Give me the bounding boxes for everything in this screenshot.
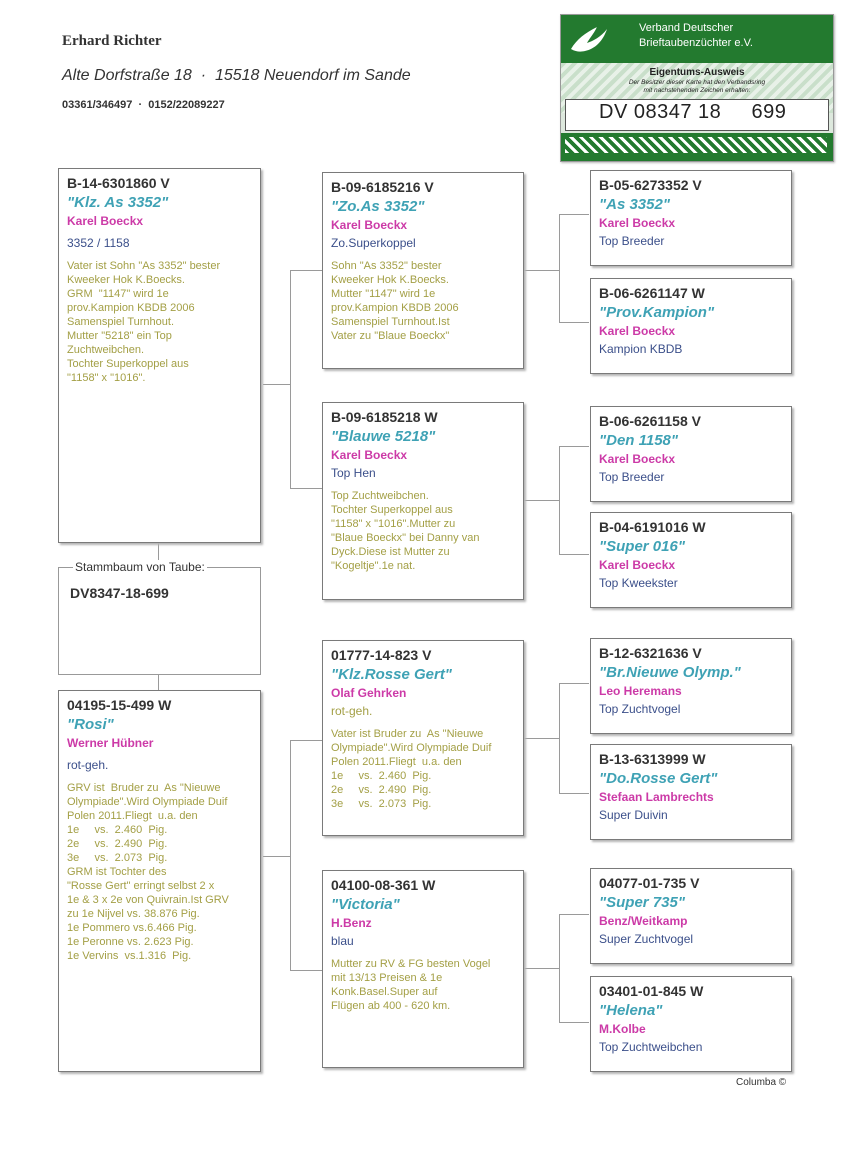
connector-line: [290, 270, 322, 271]
breeder-name: Stefaan Lambrechts: [599, 790, 714, 804]
breeder-name: Karel Boeckx: [599, 324, 676, 338]
card-subtitle-line-1: Der Besitzer dieser Karte hat den Verbandsring: [628, 79, 766, 86]
pigeon-title: rot-geh.: [67, 758, 109, 772]
ring-number: 04077-01-735 V: [599, 875, 700, 891]
card-ring-number: DV 08347 18 699: [599, 101, 787, 123]
pigeon-card-ggp-4: [590, 512, 792, 608]
connector-line: [290, 270, 291, 488]
breeder-name: Karel Boeckx: [599, 558, 676, 572]
pigeon-name: "Prov.Kampion": [599, 304, 715, 321]
pigeon-title: Kampion KBDB: [599, 342, 683, 356]
pigeon-name: "Den 1158": [599, 432, 678, 449]
breeder-name: Olaf Gehrken: [331, 686, 407, 700]
connector-line: [559, 683, 589, 684]
connector-line: [559, 793, 589, 794]
pigeon-description: Vater ist Bruder zu As "Nieuwe Olympiade".Wird Olympiade Duif Polen 2011.Fliegt u.a. den 1e vs. 2.460 Pig. 2e vs. 2.490 Pig. 3e vs. 2.073 Pig.: [331, 728, 492, 810]
footer-credit: Columba ©: [736, 1077, 787, 1088]
pigeon-title: 3352 / 1158: [67, 236, 130, 250]
pigeon-description: Top Zuchtweibchen. Tochter Superkoppel aus "1158" x "1016".Mutter zu "Blaue Boeckx" bei Danny van Dyck.Diese ist Mutter zu "Kogeltje".1e nat.: [331, 490, 480, 572]
connector-line: [263, 856, 290, 857]
breeder-name: M.Kolbe: [599, 1022, 646, 1036]
pigeon-name: "Klz.Rosse Gert": [331, 666, 452, 683]
ring-number: 04100-08-361 W: [331, 877, 436, 893]
pigeon-title: rot-geh.: [331, 704, 373, 718]
pigeon-card-ggp-7: [590, 868, 792, 964]
pigeon-title: Super Zuchtvogel: [599, 932, 694, 946]
pigeon-card-ggp-8: [590, 976, 792, 1072]
ring-number: B-09-6185218 W: [331, 409, 438, 425]
card-subtitle-line-2: mit nachstehenden Zeichen erhalten:: [643, 87, 751, 94]
breeder-name: Werner Hübner: [67, 736, 154, 750]
pigeon-name: "Super 735": [599, 894, 685, 911]
pigeon-name: "Br.Nieuwe Olymp.": [599, 664, 741, 681]
breeder-name: Karel Boeckx: [331, 448, 408, 462]
pigeon-name: "Klz. As 3352": [67, 194, 169, 211]
ring-number: 04195-15-499 W: [67, 697, 172, 713]
pigeon-description: Sohn "As 3352" bester Kweeker Hok K.Boecks. Mutter "1147" wird 1e prov.Kampion KBDB 2006 Samenspiel Turnhout.Ist Vater zu "Blaue Boeckx": [331, 260, 459, 342]
pigeon-card-ggp-3: [590, 406, 792, 502]
pigeon-card-ggp-1: [590, 170, 792, 266]
card-subtitle: [561, 79, 833, 95]
owner-address: Alte Dorfstraße 18 · 15518 Neuendorf im Sande: [62, 67, 411, 84]
stammbaum-ring-number: DV8347-18-699: [70, 585, 169, 601]
pigeon-name: "Zo.As 3352": [331, 198, 425, 215]
ring-number: 01777-14-823 V: [331, 647, 432, 663]
pigeon-title: Top Breeder: [599, 470, 665, 484]
ring-number: B-05-6273352 V: [599, 177, 702, 193]
pigeon-card-ggp-2: [590, 278, 792, 374]
connector-line: [290, 488, 322, 489]
breeder-name: Leo Heremans: [599, 684, 682, 698]
connector-line: [559, 683, 560, 793]
pigeon-title: Super Duivin: [599, 808, 668, 822]
connector-line: [524, 968, 559, 969]
owner-name: Erhard Richter: [62, 33, 162, 49]
ring-number: B-12-6321636 V: [599, 645, 702, 661]
ring-number: B-06-6261147 W: [599, 285, 705, 301]
pigeon-card-ggp-5: [590, 638, 792, 734]
owner-phone: 03361/346497 · 0152/22089227: [62, 99, 225, 111]
connector-line: [559, 554, 589, 555]
card-title: Eigentums-Ausweis: [649, 67, 745, 78]
pigeon-card-grandfather-maternal: [322, 640, 524, 836]
membership-card: [560, 14, 834, 162]
pigeon-description: Mutter zu RV & FG besten Vogel mit 13/13 Preisen & 1e Konk.Basel.Super auf Flügen ab 400 - 620 km.: [331, 958, 491, 1012]
ring-number: B-13-6313999 W: [599, 751, 706, 767]
pigeon-title: blau: [331, 934, 354, 948]
pigeon-title: Top Breeder: [599, 234, 665, 248]
pigeon-title: Top Kweekster: [599, 576, 678, 590]
connector-line: [559, 446, 560, 554]
breeder-name: Karel Boeckx: [331, 218, 408, 232]
connector-line: [559, 214, 589, 215]
connector-line: [158, 675, 159, 690]
pigeon-name: "Victoria": [331, 896, 400, 913]
card-org-line-2: Brieftaubenzüchter e.V.: [639, 37, 753, 49]
breeder-name: Karel Boeckx: [599, 452, 676, 466]
pigeon-description: Vater ist Sohn "As 3352" bester Kweeker Hok K.Boecks. GRM "1147" wird 1e prov.Kampion KBDB 2006 Samenspiel Turnhout. Mutter "5218" ein Top Zuchtweibchen. Tochter Superkoppel aus "1158" x "1016".: [67, 260, 221, 384]
ring-number: B-04-6191016 W: [599, 519, 706, 535]
connector-line: [559, 1022, 589, 1023]
card-footer-pattern: [565, 137, 827, 153]
pigeon-card-mother: [58, 690, 261, 1072]
pigeon-name: "Rosi": [67, 716, 114, 733]
pigeon-title: Top Zuchtvogel: [599, 702, 681, 716]
stammbaum-box: [58, 567, 261, 675]
breeder-name: H.Benz: [331, 916, 372, 930]
pigeon-title: Top Hen: [331, 466, 376, 480]
pigeon-title: Zo.Superkoppel: [331, 236, 416, 250]
breeder-name: Karel Boeckx: [599, 216, 676, 230]
connector-line: [559, 322, 589, 323]
connector-line: [559, 446, 589, 447]
card-org-name: [639, 21, 753, 51]
ring-number: B-09-6185216 V: [331, 179, 434, 195]
pigeon-card-ggp-6: [590, 744, 792, 840]
pigeon-card-grandmother-paternal: [322, 402, 524, 600]
ring-number: B-14-6301860 V: [67, 175, 170, 191]
connector-line: [524, 738, 559, 739]
connector-line: [290, 970, 322, 971]
card-org-line-1: Verband Deutscher: [639, 22, 734, 34]
pigeon-card-father: [58, 168, 261, 543]
pigeon-logo-icon: [567, 19, 611, 59]
connector-line: [524, 270, 559, 271]
pigeon-name: "Super 016": [599, 538, 685, 555]
connector-line: [290, 740, 322, 741]
pigeon-name: "Blauwe 5218": [331, 428, 436, 445]
ring-number: B-06-6261158 V: [599, 413, 701, 429]
connector-line: [263, 384, 290, 385]
breeder-name: Karel Boeckx: [67, 214, 144, 228]
pigeon-card-grandmother-maternal: [322, 870, 524, 1068]
connector-line: [559, 214, 560, 322]
connector-line: [559, 914, 560, 1022]
connector-line: [559, 914, 589, 915]
breeder-name: Benz/Weitkamp: [599, 914, 688, 928]
pigeon-card-grandfather-paternal: [322, 172, 524, 369]
pigeon-description: GRV ist Bruder zu As "Nieuwe Olympiade".Wird Olympiade Duif Polen 2011.Fliegt u.a. den 1e vs. 2.460 Pig. 2e vs. 2.490 Pig. 3e vs. 2.073 Pig. GRM ist Tochter des "Rosse Gert" erringt selbst 2 x 1e & 3 x 2e von Quivrain.Ist GRV zu 1e Nijvel vs. 38.876 Pig. 1e Pommero vs.6.466 Pig. 1e Peronne vs. 2.623 Pig. 1e Vervins vs.1.316 Pig.: [67, 782, 229, 962]
pigeon-name: "Do.Rosse Gert": [599, 770, 718, 787]
stammbaum-label: Stammbaum von Taube:: [75, 560, 205, 574]
ring-number: 03401-01-845 W: [599, 983, 704, 999]
pigeon-name: "As 3352": [599, 196, 670, 213]
connector-line: [524, 500, 559, 501]
pigeon-title: Top Zuchtweibchen: [599, 1040, 703, 1054]
pigeon-name: "Helena": [599, 1002, 663, 1019]
connector-line: [290, 740, 291, 970]
